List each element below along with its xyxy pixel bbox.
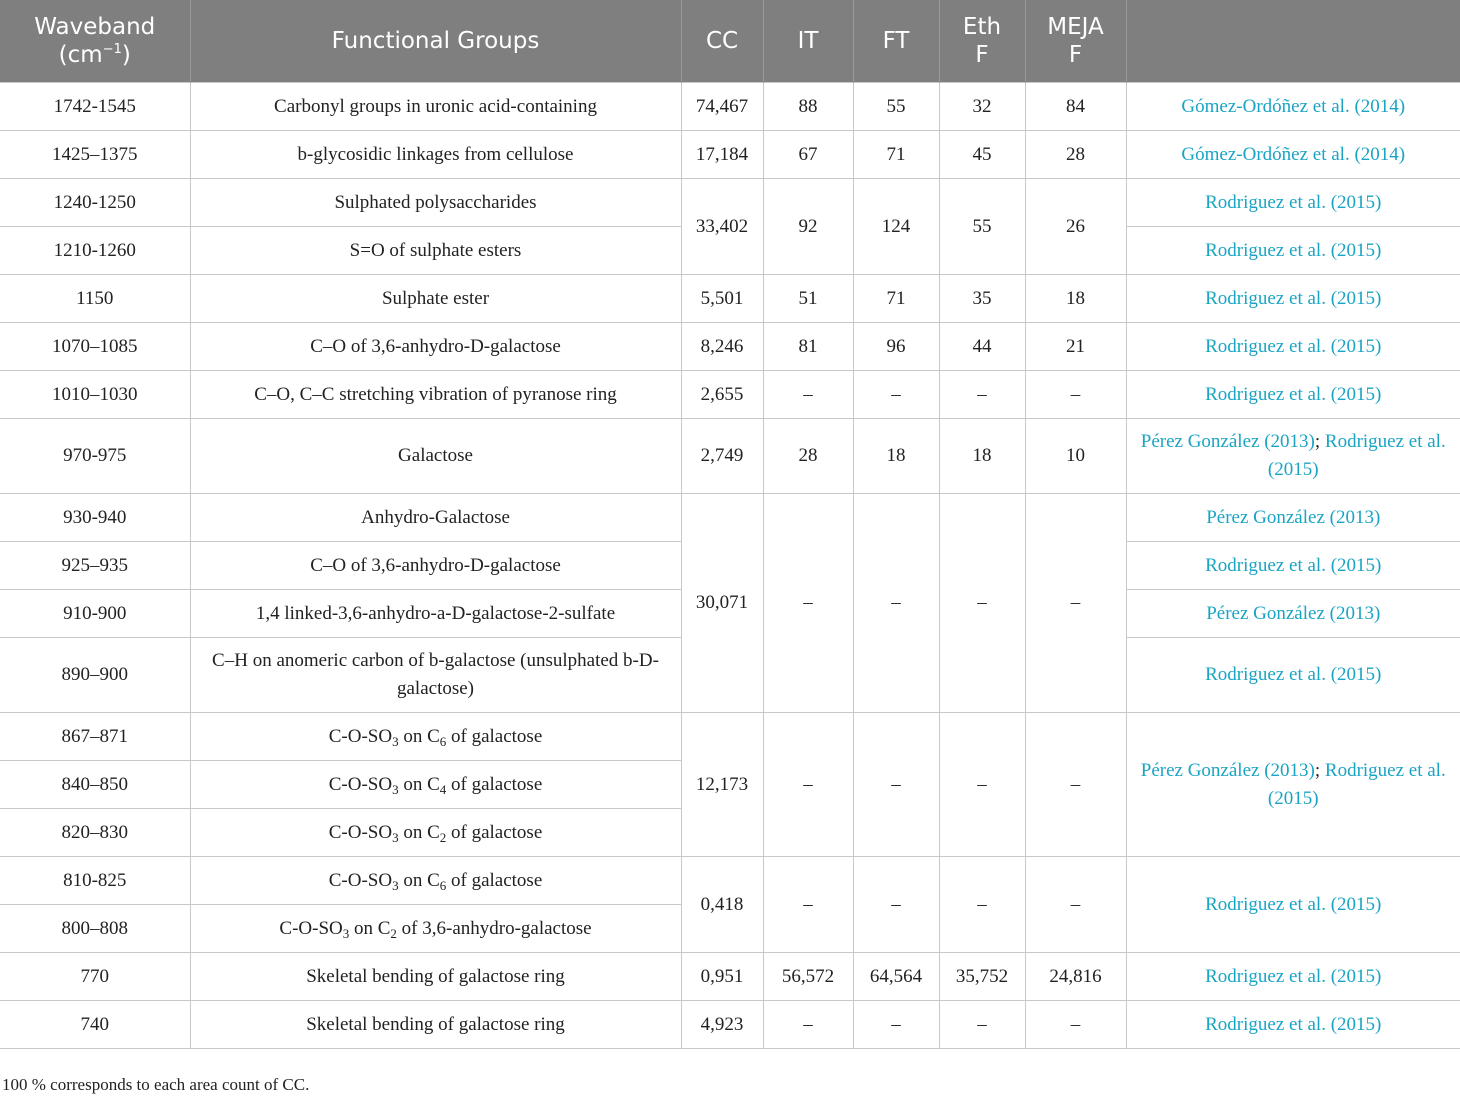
cell-ref <box>1126 590 1460 638</box>
table-row <box>0 83 1460 131</box>
cell-ft: 71 <box>853 275 939 323</box>
cell-it: 51 <box>763 275 853 323</box>
cell-ethf: – <box>939 494 1025 713</box>
reference-separator: ; <box>1314 759 1325 781</box>
cell-cc: 0,418 <box>681 857 763 953</box>
cell-waveband: 810-825 <box>0 857 190 905</box>
cell-ref <box>1126 275 1460 323</box>
cell-ethf: – <box>939 857 1025 953</box>
table-row <box>0 323 1460 371</box>
reference-link[interactable]: Rodriguez et al. (2015) <box>1205 893 1382 915</box>
table-row <box>0 131 1460 179</box>
table-footnote: 100 % corresponds to each area count of CC. <box>2 1075 310 1094</box>
cell-group: C–H on anomeric carbon of b-galactose (unsulphated b-D-galactose) <box>190 638 681 713</box>
reference-link[interactable]: Rodriguez et al. (2015) <box>1205 287 1382 309</box>
cell-ft: 124 <box>853 179 939 275</box>
cell-it: – <box>763 1001 853 1049</box>
cell-cc: 8,246 <box>681 323 763 371</box>
cell-waveband: 820–830 <box>0 809 190 857</box>
reference-link[interactable]: Pérez González (2013) <box>1206 602 1381 624</box>
cell-ethf: 35,752 <box>939 953 1025 1001</box>
cell-waveband: 1010–1030 <box>0 371 190 419</box>
header-cc: CC <box>681 0 763 83</box>
cell-group: Sulphate ester <box>190 275 681 323</box>
table-row <box>0 1001 1460 1049</box>
cell-waveband: 930-940 <box>0 494 190 542</box>
cell-ref <box>1126 857 1460 953</box>
reference-separator: ; <box>1314 431 1325 452</box>
cell-ft: 96 <box>853 323 939 371</box>
cell-group: C–O, C–C stretching vibration of pyranose ring <box>190 371 681 419</box>
cell-it: 28 <box>763 419 853 494</box>
cell-cc: 0,951 <box>681 953 763 1001</box>
reference-link[interactable]: Rodriguez et al. (2015) <box>1205 239 1382 261</box>
cell-ethf: – <box>939 371 1025 419</box>
cell-ft: – <box>853 857 939 953</box>
cell-group: Skeletal bending of galactose ring <box>190 953 681 1001</box>
table-row <box>0 275 1460 323</box>
cell-cc: 33,402 <box>681 179 763 275</box>
cell-ethf: 32 <box>939 83 1025 131</box>
cell-group: $C-O-SO_3$ on $C_6$ of galactose <box>190 713 681 761</box>
cell-waveband: 1240-1250 <box>0 179 190 227</box>
cell-group: $C-O-SO_3$ on $C_2$ of galactose <box>190 809 681 857</box>
reference-link[interactable]: Pérez González (2013) <box>1206 506 1381 528</box>
cell-waveband: 800–808 <box>0 905 190 953</box>
cell-ethf: 35 <box>939 275 1025 323</box>
cell-ethf: 44 <box>939 323 1025 371</box>
cell-mejaf: – <box>1025 494 1126 713</box>
cell-cc: 17,184 <box>681 131 763 179</box>
header-ft: FT <box>853 0 939 83</box>
cell-it: – <box>763 371 853 419</box>
reference-link[interactable]: Rodriguez et al. (2015) <box>1267 759 1446 809</box>
cell-mejaf: 24,816 <box>1025 953 1126 1001</box>
cell-it: 81 <box>763 323 853 371</box>
cell-ethf: 55 <box>939 179 1025 275</box>
cell-it: – <box>763 713 853 857</box>
header-reference <box>1126 0 1460 83</box>
cell-waveband: 770 <box>0 953 190 1001</box>
header-ethf: Eth F <box>939 0 1025 83</box>
header-it: IT <box>763 0 853 83</box>
header-mejaf: MEJA F <box>1025 0 1126 83</box>
cell-ft: 55 <box>853 83 939 131</box>
cell-ref <box>1126 323 1460 371</box>
cell-it: 56,572 <box>763 953 853 1001</box>
cell-waveband: 970-975 <box>0 419 190 494</box>
cell-ref <box>1126 713 1460 857</box>
cell-group: $C-O-SO_3$ on $C_4$ of galactose <box>190 761 681 809</box>
header-waveband: Waveband $(cm^{-1})$ <box>0 0 190 83</box>
cell-group: Skeletal bending of galactose ring <box>190 1001 681 1049</box>
cell-group: Carbonyl groups in uronic acid-containing <box>190 83 681 131</box>
cell-mejaf: – <box>1025 713 1126 857</box>
reference-link[interactable]: Gómez-Ordóñez et al. (2014) <box>1181 95 1406 117</box>
cell-group: $C-O-SO_3$ on $C_6$ of galactose <box>190 857 681 905</box>
cell-ft: – <box>853 494 939 713</box>
cell-group: Sulphated polysaccharides <box>190 179 681 227</box>
table-row <box>0 494 1460 542</box>
cell-group: Anhydro-Galactose <box>190 494 681 542</box>
cell-ref <box>1126 227 1460 275</box>
reference-link[interactable]: Gómez-Ordóñez et al. (2014) <box>1181 143 1406 165</box>
cell-cc: 4,923 <box>681 1001 763 1049</box>
header-row <box>0 0 1460 83</box>
cell-group: C–O of 3,6-anhydro-D-galactose <box>190 542 681 590</box>
table-row <box>0 179 1460 227</box>
cell-cc: 5,501 <box>681 275 763 323</box>
cell-it: 88 <box>763 83 853 131</box>
cell-ref <box>1126 953 1460 1001</box>
cell-cc: 2,655 <box>681 371 763 419</box>
reference-link[interactable]: Rodriguez et al. (2015) <box>1205 191 1382 213</box>
table-row <box>0 371 1460 419</box>
cell-group: b-glycosidic linkages from cellulose <box>190 131 681 179</box>
header-functional-groups: Functional Groups <box>190 0 681 83</box>
cell-it: 92 <box>763 179 853 275</box>
cell-ethf: 18 <box>939 419 1025 494</box>
cell-waveband: 1210-1260 <box>0 227 190 275</box>
cell-waveband: 840–850 <box>0 761 190 809</box>
cell-ref <box>1126 638 1460 713</box>
cell-group: S=O of sulphate esters <box>190 227 681 275</box>
cell-mejaf: 26 <box>1025 179 1126 275</box>
cell-mejaf: 84 <box>1025 83 1126 131</box>
reference-link[interactable]: Rodriguez et al. (2015) <box>1267 431 1446 480</box>
cell-ft: 64,564 <box>853 953 939 1001</box>
cell-ref <box>1126 542 1460 590</box>
cell-cc: 12,173 <box>681 713 763 857</box>
cell-waveband: 910-900 <box>0 590 190 638</box>
cell-cc: 30,071 <box>681 494 763 713</box>
cell-mejaf: 21 <box>1025 323 1126 371</box>
cell-ref <box>1126 1001 1460 1049</box>
cell-group: 1,4 linked-3,6-anhydro-a-D-galactose-2-sulfate <box>190 590 681 638</box>
cell-ft: – <box>853 371 939 419</box>
cell-ft: – <box>853 1001 939 1049</box>
reference-link[interactable]: Rodriguez et al. (2015) <box>1205 1013 1382 1035</box>
cell-mejaf: 28 <box>1025 131 1126 179</box>
cell-cc: 74,467 <box>681 83 763 131</box>
reference-link[interactable]: Rodriguez et al. (2015) <box>1205 335 1382 357</box>
reference-link[interactable]: Rodriguez et al. (2015) <box>1205 554 1382 576</box>
cell-mejaf: – <box>1025 1001 1126 1049</box>
cell-ethf: – <box>939 1001 1025 1049</box>
cell-waveband: 1742-1545 <box>0 83 190 131</box>
cell-waveband: 740 <box>0 1001 190 1049</box>
cell-cc: 2,749 <box>681 419 763 494</box>
cell-ft: – <box>853 713 939 857</box>
cell-ref <box>1126 371 1460 419</box>
table-row <box>0 857 1460 905</box>
cell-it: – <box>763 494 853 713</box>
cell-waveband: 890–900 <box>0 638 190 713</box>
cell-ref <box>1126 83 1460 131</box>
cell-ethf: – <box>939 713 1025 857</box>
cell-it: – <box>763 857 853 953</box>
cell-waveband: 925–935 <box>0 542 190 590</box>
cell-mejaf: 18 <box>1025 275 1126 323</box>
reference-link[interactable]: Pérez González (2013) <box>1140 759 1315 781</box>
cell-it: 67 <box>763 131 853 179</box>
cell-group: C–O of 3,6-anhydro-D-galactose <box>190 323 681 371</box>
table-row <box>0 713 1460 761</box>
table-row <box>0 419 1460 494</box>
cell-ref <box>1126 131 1460 179</box>
cell-ref <box>1126 179 1460 227</box>
cell-ft: 18 <box>853 419 939 494</box>
reference-link[interactable]: Rodriguez et al. (2015) <box>1205 965 1382 987</box>
cell-group: Galactose <box>190 419 681 494</box>
table-row <box>0 953 1460 1001</box>
cell-mejaf: – <box>1025 371 1126 419</box>
cell-ft: 71 <box>853 131 939 179</box>
cell-mejaf: 10 <box>1025 419 1126 494</box>
cell-waveband: 1150 <box>0 275 190 323</box>
cell-mejaf: – <box>1025 857 1126 953</box>
cell-ethf: 45 <box>939 131 1025 179</box>
cell-waveband: 867–871 <box>0 713 190 761</box>
reference-link[interactable]: Rodriguez et al. (2015) <box>1205 664 1382 685</box>
reference-link[interactable]: Rodriguez et al. (2015) <box>1205 383 1382 405</box>
cell-ref <box>1126 419 1460 494</box>
reference-link[interactable]: Pérez González (2013) <box>1140 431 1315 452</box>
cell-waveband: 1070–1085 <box>0 323 190 371</box>
cell-waveband: 1425–1375 <box>0 131 190 179</box>
cell-ref <box>1126 494 1460 542</box>
cell-group: $C-O-SO_3$ on $C_2$ of 3,6-anhydro-galactose <box>190 905 681 953</box>
